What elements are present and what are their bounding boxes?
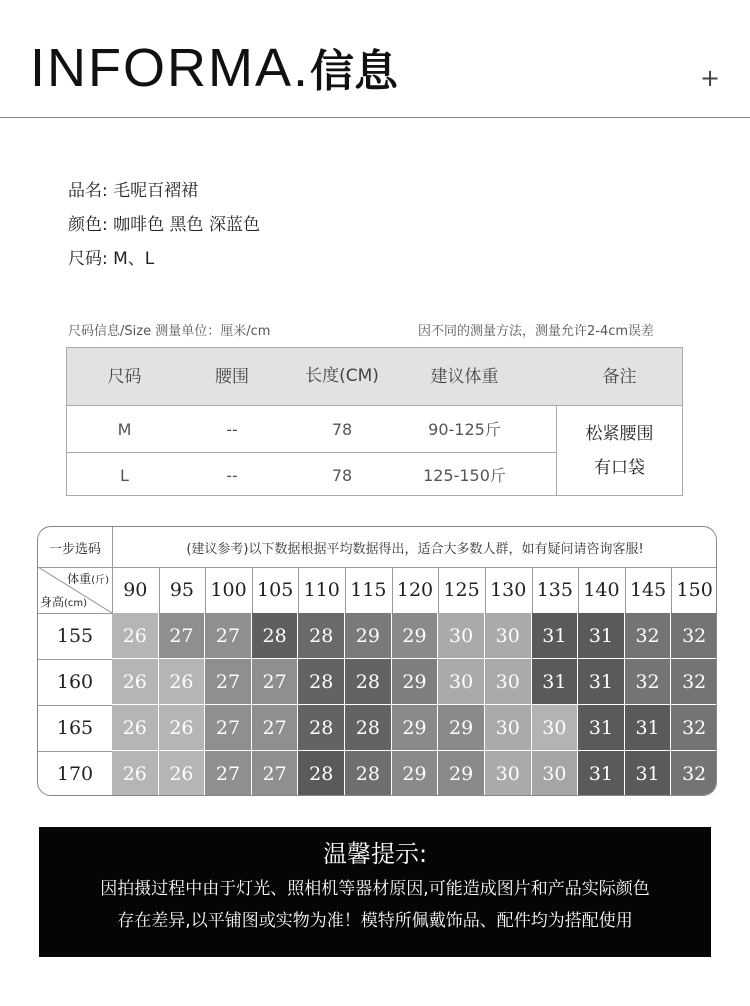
size-value-cell: 27 xyxy=(252,751,299,796)
grid-line xyxy=(38,705,112,706)
size-value-cell: 29 xyxy=(392,659,439,705)
size-value-cell: 27 xyxy=(205,613,252,659)
size-value-cell: 27 xyxy=(205,705,252,751)
size-value-cell: 26 xyxy=(112,751,159,796)
size-value-cell: 29 xyxy=(345,613,392,659)
tip-line-1: 因拍摄过程中由于灯光、照相机等器材原因,可能造成图片和产品实际颜色 xyxy=(100,879,650,899)
weight-cell: 125-150斤 xyxy=(423,466,506,485)
weight-header: 150 xyxy=(676,579,713,601)
measurement-tolerance-note: 因不同的测量方法，测量允许2-4cm误差 xyxy=(418,324,655,339)
header-length: 长度(CM) xyxy=(305,366,379,386)
plus-icon[interactable]: + xyxy=(700,64,721,92)
size-value-cell: 29 xyxy=(392,751,439,796)
size-value-cell: 28 xyxy=(298,705,345,751)
weight-header: 100 xyxy=(210,579,247,601)
size-recommendation-table xyxy=(37,526,717,796)
size-value-cell: 30 xyxy=(532,705,579,751)
grid-line xyxy=(159,567,160,613)
size-value-cell: 30 xyxy=(438,613,485,659)
header-size: 尺码 xyxy=(107,367,142,387)
size-value-cell: 29 xyxy=(392,613,439,659)
size-value-cell: 32 xyxy=(671,705,717,751)
grid-line xyxy=(625,567,626,613)
corner-header xyxy=(38,567,112,613)
waist-cell: -- xyxy=(226,420,238,439)
header-divider xyxy=(0,117,750,118)
weight-header: 105 xyxy=(257,579,294,601)
grid-line xyxy=(392,567,393,613)
weight-header: 145 xyxy=(629,579,667,601)
header-note: 备注 xyxy=(602,367,637,387)
grid-line xyxy=(438,567,439,613)
size-value-cell: 31 xyxy=(532,659,579,705)
size-value-cell: 26 xyxy=(112,613,159,659)
product-info xyxy=(68,178,260,280)
page-title-en: INFORMA. xyxy=(30,38,310,98)
weight-header: 135 xyxy=(536,579,573,601)
size-value-cell: 26 xyxy=(112,705,159,751)
product-name: 品名: 毛呢百褶裙 xyxy=(68,181,199,201)
height-header: 155 xyxy=(56,625,94,647)
height-header: 165 xyxy=(56,717,94,739)
grid-line xyxy=(38,751,112,752)
size-value-cell: 27 xyxy=(252,659,299,705)
grid-line xyxy=(298,567,299,613)
size-value-cell: 30 xyxy=(532,751,579,796)
size-value-cell: 29 xyxy=(438,751,485,796)
size-value-cell: 32 xyxy=(671,659,717,705)
size-value-cell: 31 xyxy=(578,705,625,751)
size-value-cell: 32 xyxy=(671,751,717,796)
size-value-cell: 26 xyxy=(159,751,206,796)
size-value-cell: 31 xyxy=(625,705,672,751)
size-table-header xyxy=(67,348,682,406)
size-value-cell: 28 xyxy=(298,659,345,705)
weight-axis-label: 体重(斤) xyxy=(67,572,109,586)
quick-size-label: 一步选码 xyxy=(48,541,101,557)
weight-header: 110 xyxy=(303,579,340,601)
size-value-cell: 32 xyxy=(671,613,717,659)
size-value-cell: 31 xyxy=(578,751,625,796)
warm-tip-panel xyxy=(39,827,711,957)
size-cell: L xyxy=(120,466,129,485)
tip-title: 温馨提示: xyxy=(322,840,428,868)
note-line-1: 松紧腰围 xyxy=(585,424,654,444)
size-value-cell: 28 xyxy=(345,705,392,751)
size-value-cell: 31 xyxy=(578,613,625,659)
size-value-cell: 31 xyxy=(532,613,579,659)
size-value-cell: 30 xyxy=(485,659,532,705)
grid-line xyxy=(532,567,533,613)
length-cell: 78 xyxy=(331,466,353,485)
length-cell: 78 xyxy=(331,420,353,439)
note-cell xyxy=(557,406,682,496)
size-value-cell: 30 xyxy=(485,705,532,751)
grid-line xyxy=(345,567,346,613)
size-value-cell: 28 xyxy=(298,613,345,659)
corner-diagonal xyxy=(38,567,112,613)
size-value-cell: 28 xyxy=(252,613,299,659)
grid-line xyxy=(671,567,672,613)
size-value-cell: 28 xyxy=(298,751,345,796)
size-value-cell: 26 xyxy=(159,659,206,705)
size-table xyxy=(66,347,683,496)
size-cell: M xyxy=(117,420,132,439)
weight-header: 130 xyxy=(490,579,527,601)
product-colors: 颜色: 咖啡色 黑色 深蓝色 xyxy=(68,215,260,235)
grid-line xyxy=(205,567,206,613)
page-title xyxy=(30,38,398,102)
size-value-cell: 32 xyxy=(625,659,672,705)
weight-header: 120 xyxy=(396,579,434,601)
size-value-cell: 28 xyxy=(345,659,392,705)
size-value-cell: 30 xyxy=(438,659,485,705)
grid-line xyxy=(252,567,253,613)
size-value-cell: 29 xyxy=(438,705,485,751)
recommendation-note: (建议参考)以下数据根据平均数据得出，适合大多数人群，如有疑问请咨询客服! xyxy=(186,541,644,557)
weight-header: 90 xyxy=(123,579,148,601)
measurement-unit-note: 尺码信息/Size 测量单位：厘米/cm xyxy=(68,324,271,339)
height-header: 170 xyxy=(56,763,94,785)
weight-cell: 90-125斤 xyxy=(428,420,501,439)
note-line-2: 有口袋 xyxy=(594,458,645,478)
size-value-cell: 31 xyxy=(625,751,672,796)
size-value-cell: 31 xyxy=(578,659,625,705)
page-title-cn: 信息 xyxy=(310,46,398,97)
waist-cell: -- xyxy=(226,466,238,485)
weight-header: 115 xyxy=(350,579,387,601)
size-value-cell: 26 xyxy=(159,705,206,751)
size-value-cell: 32 xyxy=(625,613,672,659)
header-weight: 建议体重 xyxy=(430,367,499,387)
size-value-cell: 27 xyxy=(205,751,252,796)
tip-line-2: 存在差异,以平铺图或实物为准！模特所佩戴饰品、配件均为搭配使用 xyxy=(117,911,633,931)
grid-line xyxy=(38,659,112,660)
size-value-cell: 27 xyxy=(252,705,299,751)
weight-header: 125 xyxy=(443,579,480,601)
size-value-cell: 30 xyxy=(485,613,532,659)
size-value-cell: 27 xyxy=(159,613,206,659)
product-sizes: 尺码: M、L xyxy=(68,249,155,269)
size-value-cell: 30 xyxy=(485,751,532,796)
height-header: 160 xyxy=(56,671,94,693)
size-value-cell: 27 xyxy=(205,659,252,705)
height-axis-label: 身高(cm) xyxy=(40,595,88,609)
weight-header: 95 xyxy=(169,579,194,601)
size-value-cell: 28 xyxy=(345,751,392,796)
grid-line xyxy=(485,567,486,613)
header-waist: 腰围 xyxy=(215,367,249,387)
size-value-cell: 26 xyxy=(112,659,159,705)
grid-line xyxy=(578,567,579,613)
size-value-cell: 29 xyxy=(392,705,439,751)
weight-header: 140 xyxy=(583,579,620,601)
